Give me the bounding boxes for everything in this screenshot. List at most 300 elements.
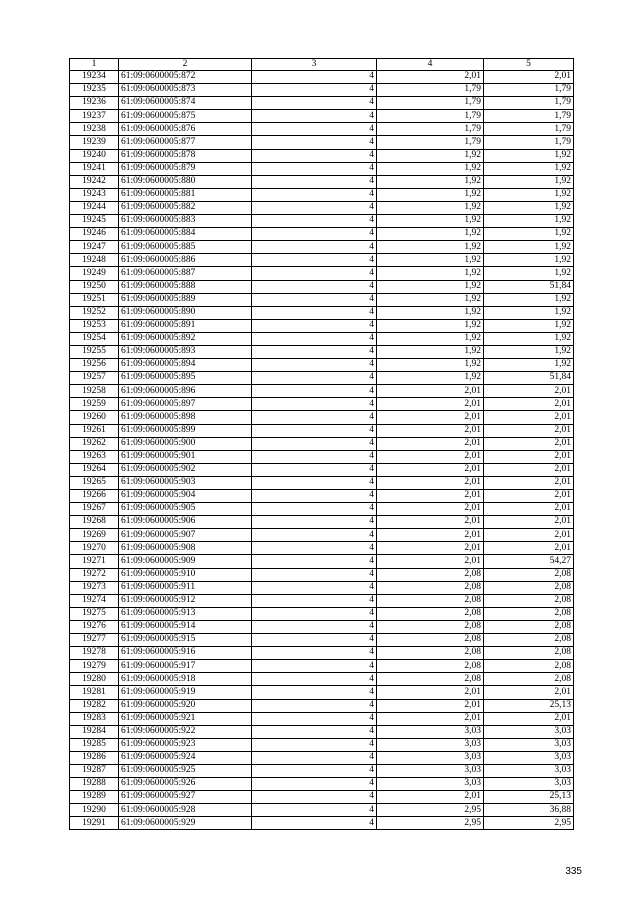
- cadastral-number-cell: 61:09:0600005:927: [119, 791, 252, 804]
- cadastral-number-cell: 61:09:0600005:916: [119, 647, 252, 660]
- table-row: [70, 712, 574, 725]
- row-number-cell: 19288: [70, 778, 119, 791]
- total-area-cell: 2,01: [484, 476, 574, 489]
- category-cell: 4: [252, 791, 377, 804]
- category-cell: 4: [252, 293, 377, 306]
- total-area-cell: 2,01: [484, 712, 574, 725]
- area-cell: 1,92: [377, 332, 484, 345]
- total-area-cell: 3,03: [484, 725, 574, 738]
- total-area-cell: 3,03: [484, 764, 574, 777]
- row-number-cell: 19249: [70, 267, 119, 280]
- category-cell: 4: [252, 254, 377, 267]
- area-cell: 2,01: [377, 476, 484, 489]
- table-row: [70, 634, 574, 647]
- category-cell: 4: [252, 686, 377, 699]
- total-area-cell: 1,92: [484, 215, 574, 228]
- total-area-cell: 1,92: [484, 149, 574, 162]
- area-cell: 2,01: [377, 555, 484, 568]
- land-registry-table: [69, 58, 574, 830]
- area-cell: 1,92: [377, 149, 484, 162]
- area-cell: 1,92: [377, 254, 484, 267]
- table-row: [70, 372, 574, 385]
- row-number-cell: 19268: [70, 516, 119, 529]
- category-cell: 4: [252, 647, 377, 660]
- total-area-cell: 3,03: [484, 751, 574, 764]
- area-cell: 1,92: [377, 319, 484, 332]
- area-cell: 1,92: [377, 280, 484, 293]
- category-cell: 4: [252, 620, 377, 633]
- cadastral-number-cell: 61:09:0600005:899: [119, 424, 252, 437]
- row-number-cell: 19273: [70, 581, 119, 594]
- row-number-cell: 19283: [70, 712, 119, 725]
- total-area-cell: 1,92: [484, 201, 574, 214]
- cadastral-number-cell: 61:09:0600005:913: [119, 607, 252, 620]
- area-cell: 3,03: [377, 764, 484, 777]
- total-area-cell: 2,01: [484, 490, 574, 503]
- area-cell: 1,92: [377, 345, 484, 358]
- category-cell: 4: [252, 516, 377, 529]
- table-row: [70, 162, 574, 175]
- table-row: [70, 804, 574, 817]
- cadastral-number-cell: 61:09:0600005:918: [119, 673, 252, 686]
- cadastral-number-cell: 61:09:0600005:889: [119, 293, 252, 306]
- area-cell: 2,01: [377, 411, 484, 424]
- total-area-cell: 2,08: [484, 620, 574, 633]
- total-area-cell: 54,27: [484, 555, 574, 568]
- row-number-cell: 19256: [70, 359, 119, 372]
- area-cell: 2,01: [377, 516, 484, 529]
- row-number-cell: 19264: [70, 463, 119, 476]
- total-area-cell: 2,08: [484, 607, 574, 620]
- cadastral-number-cell: 61:09:0600005:892: [119, 332, 252, 345]
- total-area-cell: 1,79: [484, 84, 574, 97]
- row-number-cell: 19271: [70, 555, 119, 568]
- area-cell: 2,01: [377, 385, 484, 398]
- table-row: [70, 319, 574, 332]
- cadastral-number-cell: 61:09:0600005:904: [119, 490, 252, 503]
- area-cell: 2,08: [377, 607, 484, 620]
- total-area-cell: 2,01: [484, 463, 574, 476]
- table-row: [70, 699, 574, 712]
- cadastral-number-cell: 61:09:0600005:906: [119, 516, 252, 529]
- category-cell: 4: [252, 267, 377, 280]
- category-cell: 4: [252, 319, 377, 332]
- table-row: [70, 529, 574, 542]
- table-row: [70, 581, 574, 594]
- category-cell: 4: [252, 345, 377, 358]
- row-number-cell: 19240: [70, 149, 119, 162]
- table-row: [70, 188, 574, 201]
- total-area-cell: 1,92: [484, 188, 574, 201]
- cadastral-number-cell: 61:09:0600005:872: [119, 71, 252, 84]
- category-cell: 4: [252, 97, 377, 110]
- area-cell: 2,08: [377, 647, 484, 660]
- total-area-cell: 2,01: [484, 385, 574, 398]
- cadastral-number-cell: 61:09:0600005:896: [119, 385, 252, 398]
- table-row: [70, 136, 574, 149]
- table-row: [70, 398, 574, 411]
- category-cell: 4: [252, 398, 377, 411]
- row-number-cell: 19277: [70, 634, 119, 647]
- table-row: [70, 476, 574, 489]
- category-cell: 4: [252, 359, 377, 372]
- cadastral-number-cell: 61:09:0600005:928: [119, 804, 252, 817]
- area-cell: 2,01: [377, 699, 484, 712]
- category-cell: 4: [252, 581, 377, 594]
- table-row: [70, 359, 574, 372]
- table-row: [70, 817, 574, 830]
- total-area-cell: 1,92: [484, 293, 574, 306]
- cadastral-number-cell: 61:09:0600005:878: [119, 149, 252, 162]
- cadastral-number-cell: 61:09:0600005:886: [119, 254, 252, 267]
- row-number-cell: 19281: [70, 686, 119, 699]
- cadastral-number-cell: 61:09:0600005:914: [119, 620, 252, 633]
- cadastral-number-cell: 61:09:0600005:897: [119, 398, 252, 411]
- category-cell: 4: [252, 241, 377, 254]
- cadastral-number-cell: 61:09:0600005:881: [119, 188, 252, 201]
- row-number-cell: 19257: [70, 372, 119, 385]
- category-cell: 4: [252, 634, 377, 647]
- cadastral-number-cell: 61:09:0600005:905: [119, 503, 252, 516]
- cadastral-number-cell: 61:09:0600005:915: [119, 634, 252, 647]
- area-cell: 3,03: [377, 738, 484, 751]
- area-cell: 2,01: [377, 490, 484, 503]
- row-number-cell: 19276: [70, 620, 119, 633]
- total-area-cell: 2,01: [484, 686, 574, 699]
- total-area-cell: 2,01: [484, 437, 574, 450]
- area-cell: 2,01: [377, 437, 484, 450]
- area-cell: 1,92: [377, 267, 484, 280]
- category-cell: 4: [252, 555, 377, 568]
- row-number-cell: 19266: [70, 490, 119, 503]
- table-row: [70, 673, 574, 686]
- cadastral-number-cell: 61:09:0600005:917: [119, 660, 252, 673]
- table-row: [70, 228, 574, 241]
- table-row: [70, 555, 574, 568]
- table-row: [70, 594, 574, 607]
- cadastral-number-cell: 61:09:0600005:879: [119, 162, 252, 175]
- table-header-row: [70, 59, 574, 71]
- category-cell: 4: [252, 136, 377, 149]
- total-area-cell: 1,92: [484, 359, 574, 372]
- area-cell: 2,01: [377, 542, 484, 555]
- row-number-cell: 19291: [70, 817, 119, 830]
- cadastral-number-cell: 61:09:0600005:925: [119, 764, 252, 777]
- area-cell: 1,92: [377, 215, 484, 228]
- category-cell: 4: [252, 332, 377, 345]
- area-cell: 2,95: [377, 817, 484, 830]
- total-area-cell: 2,01: [484, 542, 574, 555]
- total-area-cell: 1,79: [484, 97, 574, 110]
- category-cell: 4: [252, 738, 377, 751]
- category-cell: 4: [252, 490, 377, 503]
- table-row: [70, 463, 574, 476]
- category-cell: 4: [252, 411, 377, 424]
- row-number-cell: 19246: [70, 228, 119, 241]
- category-cell: 4: [252, 529, 377, 542]
- category-cell: 4: [252, 149, 377, 162]
- row-number-cell: 19236: [70, 97, 119, 110]
- row-number-cell: 19263: [70, 450, 119, 463]
- total-area-cell: 1,79: [484, 123, 574, 136]
- cadastral-number-cell: 61:09:0600005:893: [119, 345, 252, 358]
- area-cell: 3,03: [377, 725, 484, 738]
- column-header: 2: [119, 59, 252, 71]
- area-cell: 2,08: [377, 673, 484, 686]
- row-number-cell: 19285: [70, 738, 119, 751]
- row-number-cell: 19270: [70, 542, 119, 555]
- area-cell: 2,08: [377, 581, 484, 594]
- cadastral-number-cell: 61:09:0600005:873: [119, 84, 252, 97]
- area-cell: 2,08: [377, 568, 484, 581]
- area-cell: 2,01: [377, 503, 484, 516]
- cadastral-number-cell: 61:09:0600005:900: [119, 437, 252, 450]
- category-cell: 4: [252, 463, 377, 476]
- row-number-cell: 19260: [70, 411, 119, 424]
- cadastral-number-cell: 61:09:0600005:903: [119, 476, 252, 489]
- table-row: [70, 123, 574, 136]
- total-area-cell: 1,92: [484, 306, 574, 319]
- cadastral-number-cell: 61:09:0600005:920: [119, 699, 252, 712]
- area-cell: 1,79: [377, 123, 484, 136]
- cadastral-number-cell: 61:09:0600005:922: [119, 725, 252, 738]
- category-cell: 4: [252, 188, 377, 201]
- category-cell: 4: [252, 699, 377, 712]
- row-number-cell: 19262: [70, 437, 119, 450]
- category-cell: 4: [252, 437, 377, 450]
- total-area-cell: 2,95: [484, 817, 574, 830]
- area-cell: 2,01: [377, 424, 484, 437]
- row-number-cell: 19280: [70, 673, 119, 686]
- table-body: [70, 71, 574, 830]
- category-cell: 4: [252, 751, 377, 764]
- category-cell: 4: [252, 110, 377, 123]
- area-cell: 1,92: [377, 293, 484, 306]
- cadastral-number-cell: 61:09:0600005:880: [119, 175, 252, 188]
- row-number-cell: 19243: [70, 188, 119, 201]
- total-area-cell: 2,08: [484, 568, 574, 581]
- total-area-cell: 3,03: [484, 778, 574, 791]
- area-cell: 1,79: [377, 110, 484, 123]
- row-number-cell: 19244: [70, 201, 119, 214]
- category-cell: 4: [252, 450, 377, 463]
- total-area-cell: 2,01: [484, 529, 574, 542]
- area-cell: 2,01: [377, 398, 484, 411]
- cadastral-number-cell: 61:09:0600005:888: [119, 280, 252, 293]
- total-area-cell: 1,92: [484, 241, 574, 254]
- cadastral-number-cell: 61:09:0600005:887: [119, 267, 252, 280]
- area-cell: 2,01: [377, 712, 484, 725]
- total-area-cell: 1,92: [484, 175, 574, 188]
- row-number-cell: 19250: [70, 280, 119, 293]
- area-cell: 1,92: [377, 306, 484, 319]
- category-cell: 4: [252, 476, 377, 489]
- area-cell: 1,92: [377, 175, 484, 188]
- area-cell: 2,01: [377, 71, 484, 84]
- total-area-cell: 51,84: [484, 372, 574, 385]
- category-cell: 4: [252, 162, 377, 175]
- row-number-cell: 19237: [70, 110, 119, 123]
- category-cell: 4: [252, 712, 377, 725]
- total-area-cell: 1,92: [484, 254, 574, 267]
- cadastral-number-cell: 61:09:0600005:926: [119, 778, 252, 791]
- table-row: [70, 306, 574, 319]
- table-row: [70, 450, 574, 463]
- category-cell: 4: [252, 568, 377, 581]
- table-row: [70, 778, 574, 791]
- column-header: 3: [252, 59, 377, 71]
- area-cell: 1,92: [377, 228, 484, 241]
- total-area-cell: 1,92: [484, 345, 574, 358]
- area-cell: 2,01: [377, 686, 484, 699]
- category-cell: 4: [252, 725, 377, 738]
- table-row: [70, 568, 574, 581]
- category-cell: 4: [252, 607, 377, 620]
- category-cell: 4: [252, 215, 377, 228]
- cadastral-number-cell: 61:09:0600005:875: [119, 110, 252, 123]
- row-number-cell: 19286: [70, 751, 119, 764]
- category-cell: 4: [252, 764, 377, 777]
- table-row: [70, 149, 574, 162]
- total-area-cell: 2,01: [484, 503, 574, 516]
- area-cell: 2,08: [377, 594, 484, 607]
- total-area-cell: 2,08: [484, 660, 574, 673]
- category-cell: 4: [252, 71, 377, 84]
- cadastral-number-cell: 61:09:0600005:909: [119, 555, 252, 568]
- row-number-cell: 19239: [70, 136, 119, 149]
- total-area-cell: 2,01: [484, 516, 574, 529]
- total-area-cell: 36,88: [484, 804, 574, 817]
- total-area-cell: 1,92: [484, 228, 574, 241]
- area-cell: 2,01: [377, 791, 484, 804]
- row-number-cell: 19278: [70, 647, 119, 660]
- cadastral-number-cell: 61:09:0600005:929: [119, 817, 252, 830]
- total-area-cell: 2,01: [484, 71, 574, 84]
- table-row: [70, 764, 574, 777]
- table-row: [70, 620, 574, 633]
- table-row: [70, 293, 574, 306]
- cadastral-number-cell: 61:09:0600005:883: [119, 215, 252, 228]
- area-cell: 3,03: [377, 778, 484, 791]
- column-header: 5: [484, 59, 574, 71]
- cadastral-number-cell: 61:09:0600005:912: [119, 594, 252, 607]
- row-number-cell: 19269: [70, 529, 119, 542]
- area-cell: 1,92: [377, 241, 484, 254]
- area-cell: 2,95: [377, 804, 484, 817]
- table-row: [70, 607, 574, 620]
- row-number-cell: 19245: [70, 215, 119, 228]
- cadastral-number-cell: 61:09:0600005:884: [119, 228, 252, 241]
- category-cell: 4: [252, 673, 377, 686]
- table-row: [70, 241, 574, 254]
- area-cell: 3,03: [377, 751, 484, 764]
- total-area-cell: 1,92: [484, 319, 574, 332]
- table-row: [70, 280, 574, 293]
- category-cell: 4: [252, 84, 377, 97]
- category-cell: 4: [252, 306, 377, 319]
- row-number-cell: 19241: [70, 162, 119, 175]
- row-number-cell: 19252: [70, 306, 119, 319]
- table-row: [70, 516, 574, 529]
- area-cell: 1,79: [377, 97, 484, 110]
- table-row: [70, 254, 574, 267]
- row-number-cell: 19234: [70, 71, 119, 84]
- total-area-cell: 1,92: [484, 162, 574, 175]
- row-number-cell: 19287: [70, 764, 119, 777]
- category-cell: 4: [252, 280, 377, 293]
- table-row: [70, 175, 574, 188]
- category-cell: 4: [252, 201, 377, 214]
- row-number-cell: 19255: [70, 345, 119, 358]
- category-cell: 4: [252, 385, 377, 398]
- table-row: [70, 215, 574, 228]
- row-number-cell: 19265: [70, 476, 119, 489]
- total-area-cell: 1,79: [484, 110, 574, 123]
- area-cell: 1,79: [377, 84, 484, 97]
- area-cell: 2,08: [377, 660, 484, 673]
- row-number-cell: 19261: [70, 424, 119, 437]
- area-cell: 1,92: [377, 372, 484, 385]
- area-cell: 1,92: [377, 201, 484, 214]
- table-row: [70, 267, 574, 280]
- cadastral-number-cell: 61:09:0600005:876: [119, 123, 252, 136]
- category-cell: 4: [252, 660, 377, 673]
- table-row: [70, 542, 574, 555]
- total-area-cell: 51,84: [484, 280, 574, 293]
- row-number-cell: 19254: [70, 332, 119, 345]
- row-number-cell: 19248: [70, 254, 119, 267]
- row-number-cell: 19238: [70, 123, 119, 136]
- total-area-cell: 3,03: [484, 738, 574, 751]
- table-row: [70, 97, 574, 110]
- table-row: [70, 385, 574, 398]
- total-area-cell: 2,08: [484, 581, 574, 594]
- category-cell: 4: [252, 503, 377, 516]
- table-row: [70, 71, 574, 84]
- table-row: [70, 332, 574, 345]
- total-area-cell: 2,08: [484, 673, 574, 686]
- row-number-cell: 19272: [70, 568, 119, 581]
- category-cell: 4: [252, 778, 377, 791]
- total-area-cell: 25,13: [484, 791, 574, 804]
- category-cell: 4: [252, 123, 377, 136]
- area-cell: 2,08: [377, 634, 484, 647]
- area-cell: 1,92: [377, 188, 484, 201]
- category-cell: 4: [252, 817, 377, 830]
- table-row: [70, 437, 574, 450]
- cadastral-number-cell: 61:09:0600005:895: [119, 372, 252, 385]
- total-area-cell: 1,92: [484, 332, 574, 345]
- row-number-cell: 19282: [70, 699, 119, 712]
- category-cell: 4: [252, 542, 377, 555]
- row-number-cell: 19242: [70, 175, 119, 188]
- row-number-cell: 19279: [70, 660, 119, 673]
- area-cell: 2,01: [377, 450, 484, 463]
- cadastral-number-cell: 61:09:0600005:907: [119, 529, 252, 542]
- category-cell: 4: [252, 372, 377, 385]
- total-area-cell: 2,08: [484, 634, 574, 647]
- table-row: [70, 751, 574, 764]
- row-number-cell: 19289: [70, 791, 119, 804]
- cadastral-number-cell: 61:09:0600005:874: [119, 97, 252, 110]
- category-cell: 4: [252, 228, 377, 241]
- cadastral-number-cell: 61:09:0600005:891: [119, 319, 252, 332]
- cadastral-number-cell: 61:09:0600005:911: [119, 581, 252, 594]
- row-number-cell: 19275: [70, 607, 119, 620]
- cadastral-number-cell: 61:09:0600005:919: [119, 686, 252, 699]
- table-row: [70, 503, 574, 516]
- column-header: 1: [70, 59, 119, 71]
